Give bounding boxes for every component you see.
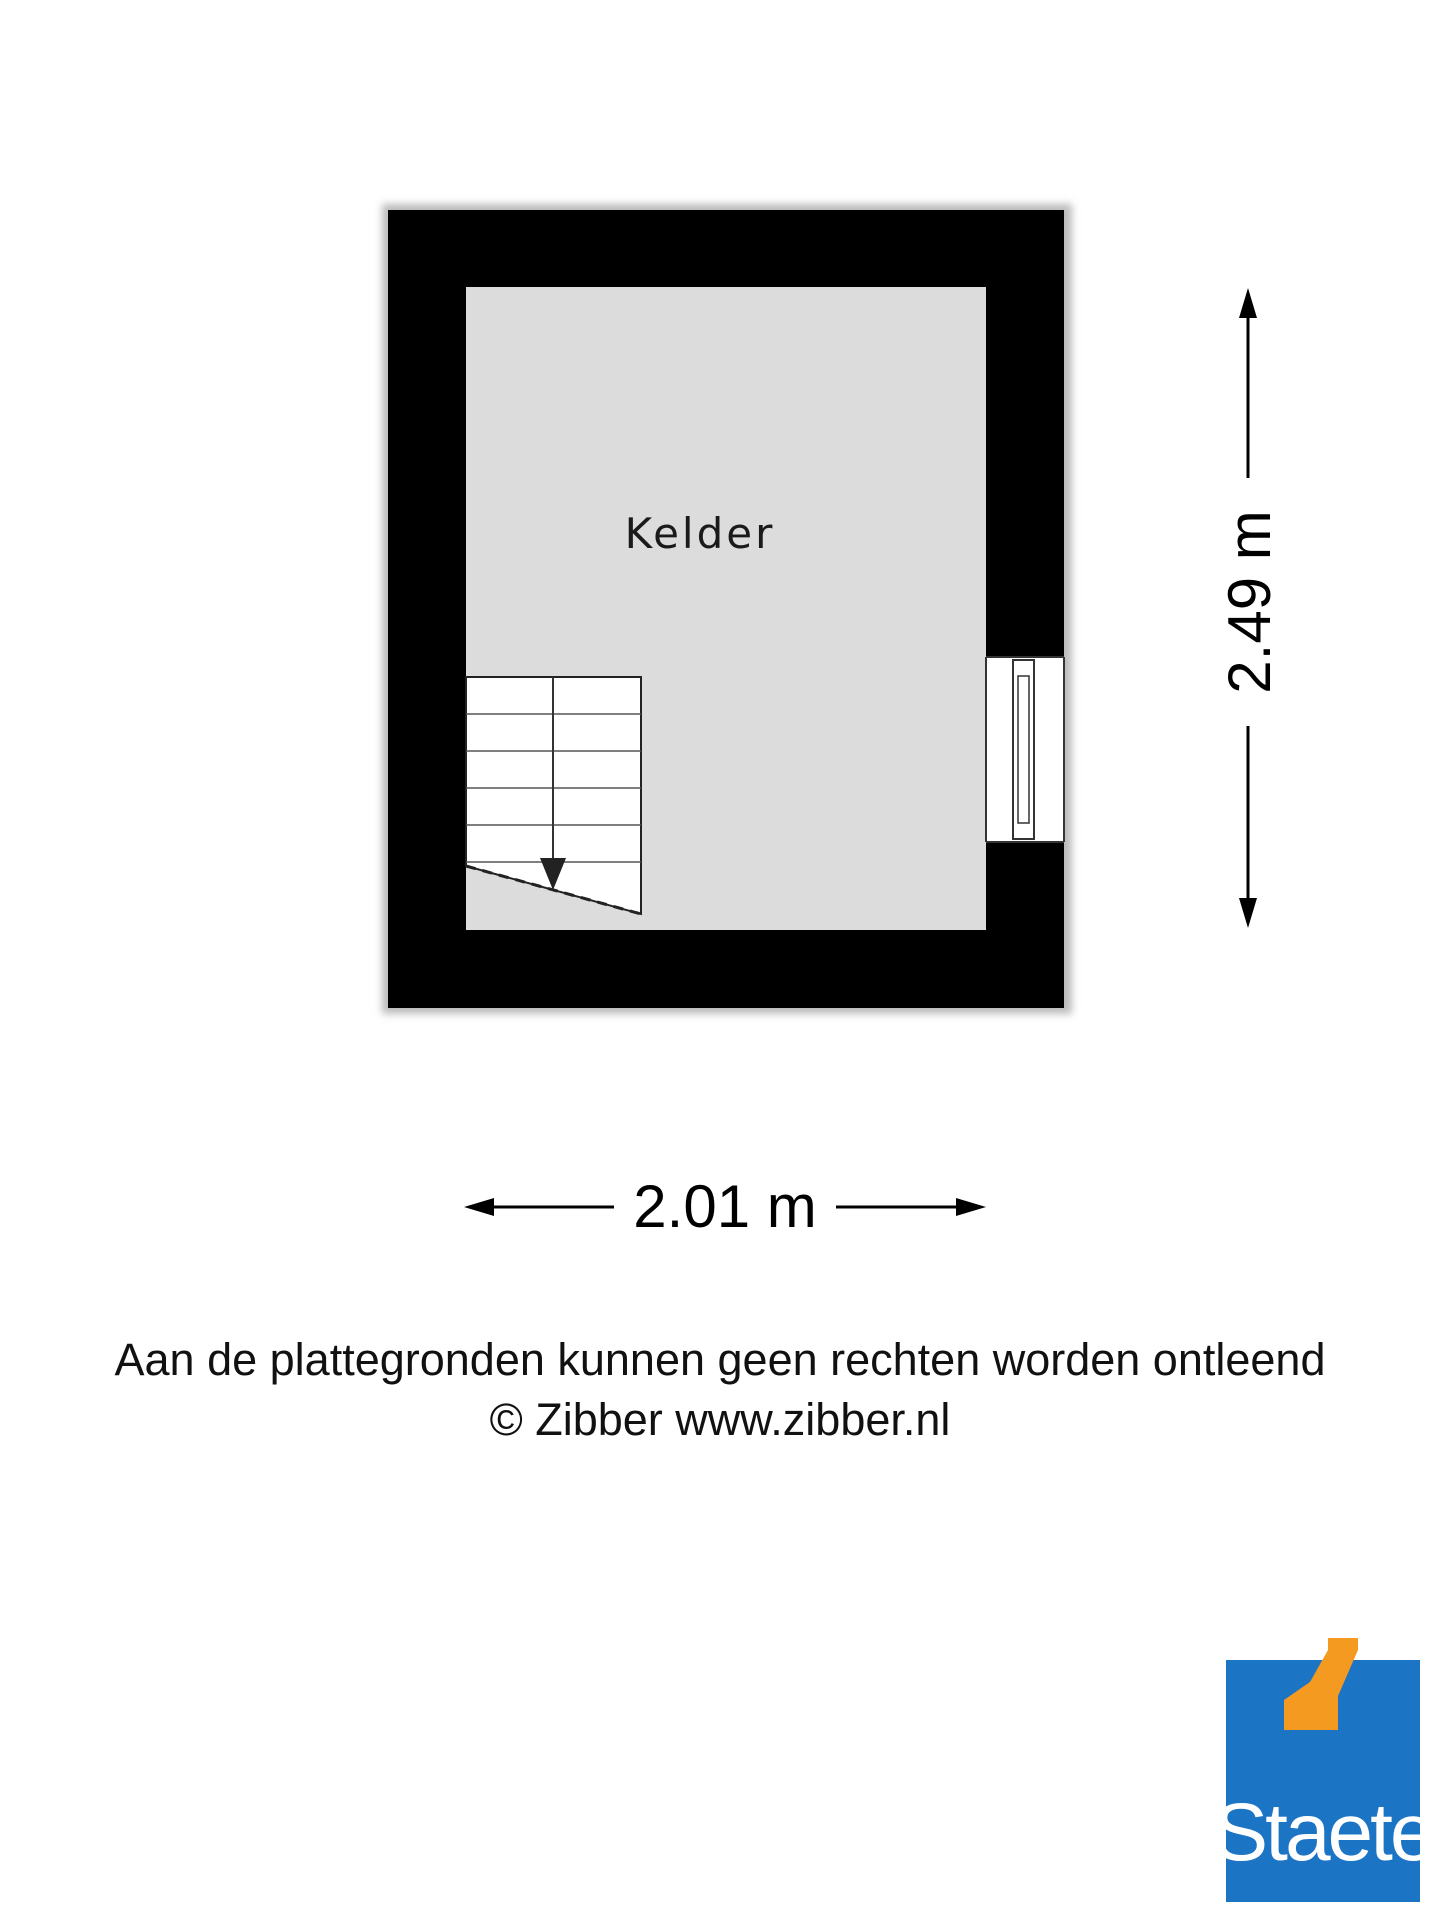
height-dimension: [1216, 288, 1283, 928]
room-label: Kelder: [624, 509, 776, 558]
width-label: 2.01 m: [633, 1173, 817, 1240]
window: [986, 657, 1064, 842]
staete-logo: [1213, 1638, 1433, 1902]
logo-text: Staete: [1213, 1787, 1433, 1878]
disclaimer-text: Aan de plattegronden kunnen geen rechten worden ontleend: [114, 1334, 1326, 1385]
width-dimension: [464, 1173, 986, 1240]
copyright-text: © Zibber www.zibber.nl: [489, 1394, 951, 1445]
height-label: 2.49 m: [1216, 510, 1283, 694]
